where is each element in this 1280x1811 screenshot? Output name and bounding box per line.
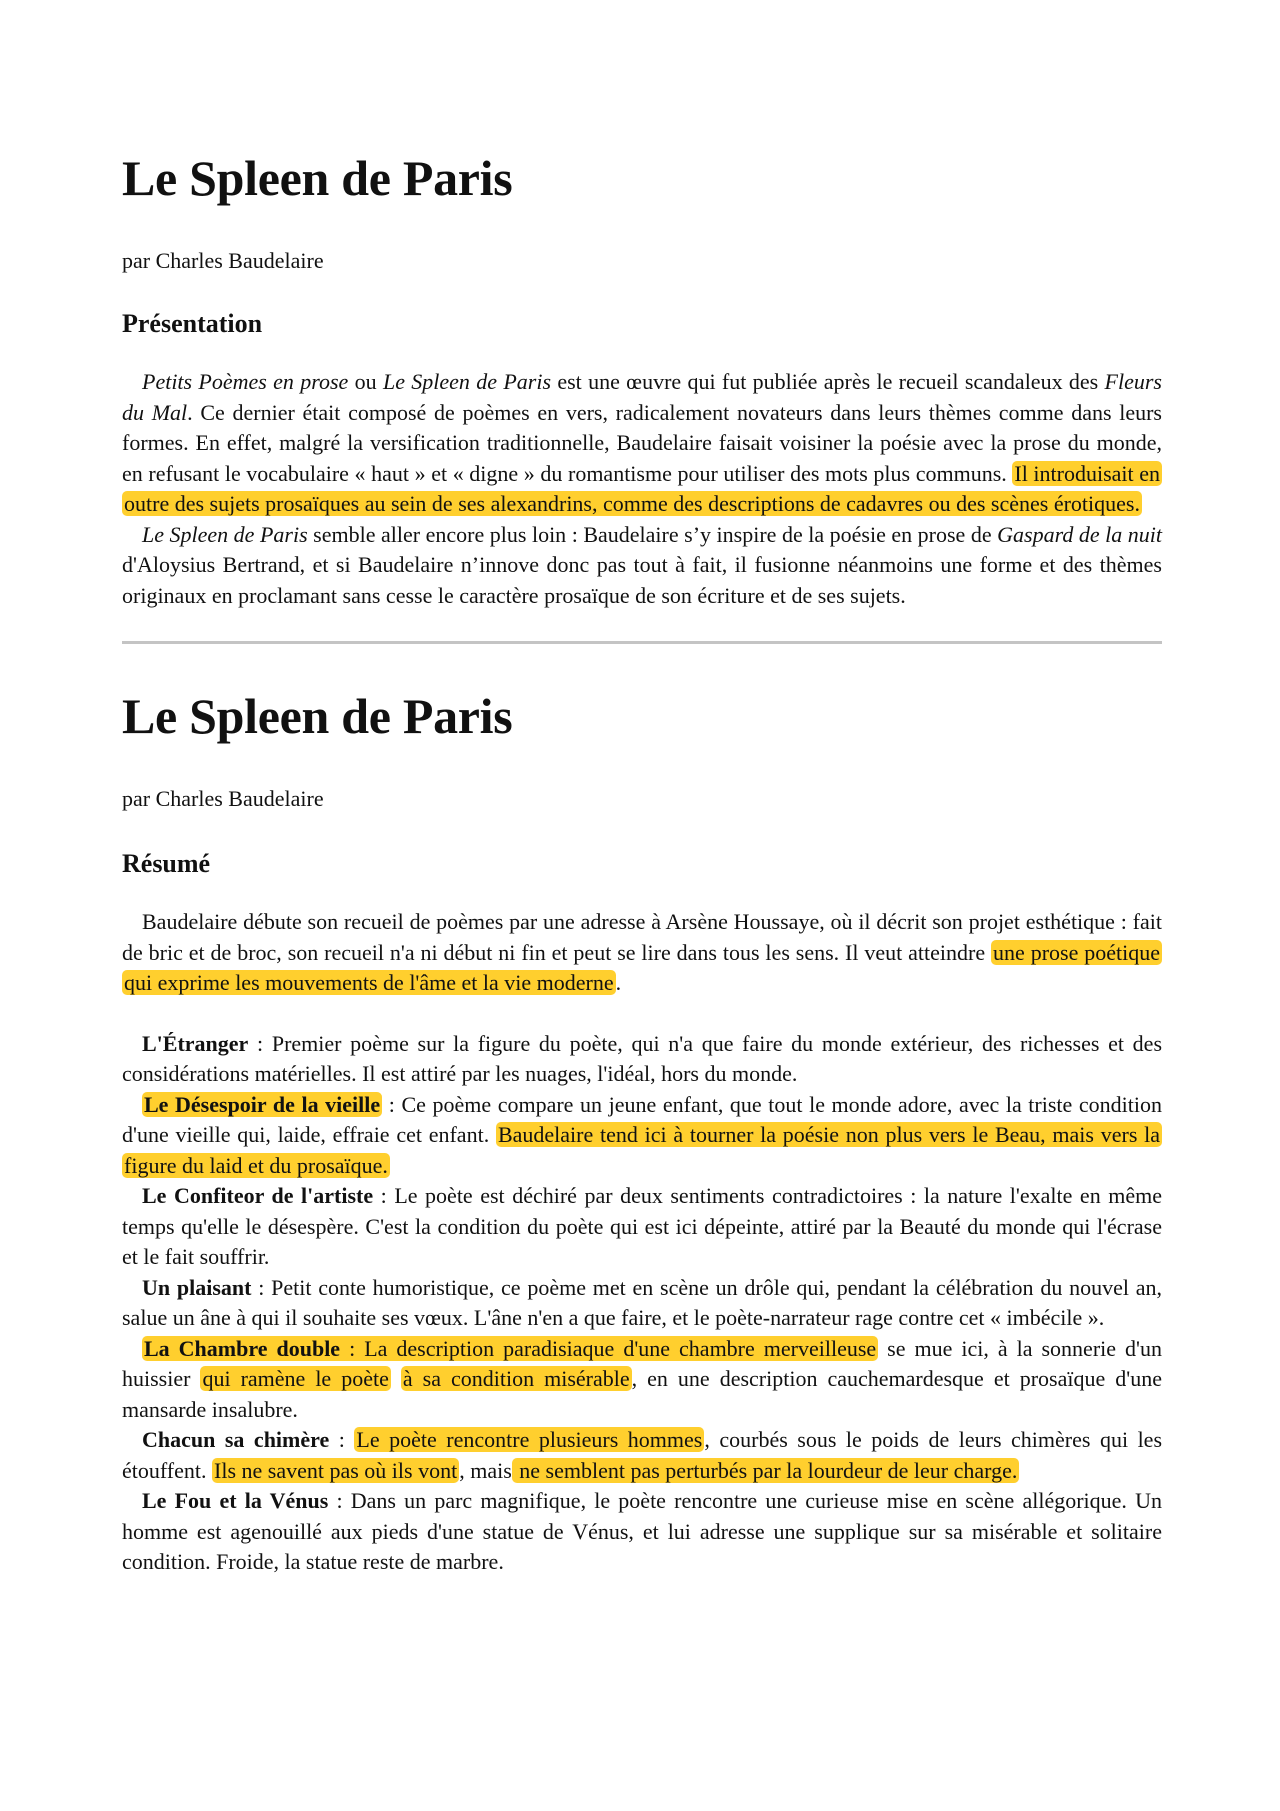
highlight: Le poète rencontre plusieurs hommes (356, 1427, 703, 1453)
resume-body (122, 907, 1162, 1578)
paragraph-intro: Baudelaire débute son recueil de poèmes par une adresse à Arsène Houssaye, où il décrit son projet esthétique : fait de bric et de broc, son recueil n'a ni début ni fin et peut se lire dans tous les sens. Il veut atteindre une prose poétique qui exprime les mouvements de l'âme et la vie moderne. (122, 909, 1162, 996)
document-page (122, 0, 1162, 1578)
italic-title: Gaspard de la nuit (997, 521, 1162, 547)
highlight: Ils ne savent pas où ils vont (214, 1457, 458, 1483)
highlight: La Chambre double : La description paradisiaque d'une chambre merveilleuse (144, 1335, 877, 1361)
italic-title: Petits Poèmes en prose (142, 369, 349, 395)
poem-title: La Chambre double (144, 1335, 341, 1361)
italic-title: Fleurs du Mal (122, 369, 1162, 425)
section-heading-presentation: Présentation (122, 308, 263, 338)
poem-title: Le Confiteor de l'artiste (142, 1183, 374, 1209)
section-divider (122, 641, 1162, 644)
section-heading-resume: Résumé (122, 848, 211, 878)
section-presentation (122, 150, 1162, 611)
poem-title: Le Fou et la Vénus (142, 1488, 329, 1514)
poem-entry-plaisant: Un plaisant : Petit conte humoristique, ce poème met en scène un drôle qui, pendant la célébration du nouvel an, salue un âne à qui il souhaite ses vœux. L'âne n'en a que faire, et le poète-narrateur rage contre cet « imbécile ». (122, 1274, 1162, 1331)
paragraph-presentation-2: Le Spleen de Paris semble aller encore plus loin : Baudelaire s’y inspire de la poésie en prose de Gaspard de la nuit d'Aloysius Bertrand, et si Baudelaire n’innove donc pas tout à fait, il fusionne néanmoins une forme et des thèmes originaux en proclamant sans cesse le caractère prosaïque de son écriture et de ses sujets. (122, 521, 1162, 608)
section-resume (122, 688, 1162, 1578)
italic-title: Le Spleen de Paris (142, 521, 308, 547)
poem-entry-fou-venus: Le Fou et la Vénus : Dans un parc magnifique, le poète rencontre une curieuse mise en scène allégorique. Un homme est agenouillé aux pieds d'une statue de Vénus, et lui adresse une supplique sur sa misérable et solitaire condition. Froide, la statue reste de marbre. (122, 1488, 1162, 1575)
page-title: Le Spleen de Paris (122, 688, 513, 745)
poem-entry-desespoir: Le Désespoir de la vieille : Ce poème compare un jeune enfant, que tout le monde adore, avec la triste condition d'une vieille qui, laide, effraie cet enfant. Baudelaire tend ici à tourner la poésie non plus vers le Beau, mais vers la figure du laid et du prosaïque. (122, 1091, 1162, 1178)
highlight: une prose poétique qui exprime les mouvements de l'âme et la vie moderne (124, 939, 1160, 996)
poem-entry-etranger: L'Étranger : Premier poème sur la figure du poète, qui n'a que faire du monde extérieur, des richesses et des considérations matérielles. Il est attiré par les nuages, l'idéal, hors du monde. (122, 1030, 1162, 1087)
poem-entry-chimere: Chacun sa chimère : Le poète rencontre plusieurs hommes, courbés sous le poids de leurs chimères qui les étouffent. Ils ne savent pas où ils vont, mais ne semblent pas perturbés par la lourdeur de leur charge. (122, 1427, 1163, 1483)
highlight: Il introduisait en outre des sujets prosaïques au sein de ses alexandrins, comme des descriptions de cadavres ou des scènes érotiques. (124, 460, 1161, 517)
paragraph-presentation-1: Petits Poèmes en prose ou Le Spleen de Paris est une œuvre qui fut publiée après le recueil scandaleux des Fleurs du Mal. Ce dernier était composé de poèmes en vers, radicalement novateurs dans leurs thèmes comme dans leurs formes. En effet, malgré la versification traditionnelle, Baudelaire faisait voisiner la poésie avec la prose du monde, en refusant le vocabulaire « haut » et « digne » du romantisme pour utiliser des mots plus communs. Il introduisait en outre des sujets prosaïques au sein de ses alexandrins, comme des descriptions de cadavres ou des scènes érotiques. (122, 369, 1162, 517)
poem-title: L'Étranger (142, 1030, 249, 1056)
highlight: ne semblent pas perturbés par la lourdeur de leur charge. (513, 1457, 1018, 1483)
page-title: Le Spleen de Paris (122, 150, 513, 206)
author-byline: par Charles Baudelaire (122, 785, 324, 811)
italic-title: Le Spleen de Paris (382, 369, 552, 395)
author-byline: par Charles Baudelaire (122, 247, 324, 273)
poem-title: Chacun sa chimère (142, 1427, 330, 1453)
highlight: qui ramène le poète (202, 1366, 389, 1392)
poem-title: Un plaisant (142, 1274, 252, 1300)
poem-title-highlighted: Le Désespoir de la vieille (144, 1091, 381, 1117)
poem-entry-confiteor: Le Confiteor de l'artiste : Le poète est déchiré par deux sentiments contradictoires : la nature l'exalte en même temps qu'elle le désespère. C'est la condition du poète qui est ici dépeinte, attiré par la Beauté du monde qui l'écrase et le fait souffrir. (122, 1183, 1162, 1270)
paragraph-gap (122, 999, 1162, 1029)
highlight: à sa condition misérable (402, 1366, 630, 1392)
poem-entry-chambre: La Chambre double : La description paradisiaque d'une chambre merveilleuse se mue ici, à la sonnerie d'un huissier qui ramène le poète à sa condition misérable, en une description cauchemardesque et prosaïque d'une mansarde insalubre. (122, 1335, 1162, 1422)
highlight: Baudelaire tend ici à tourner la poésie non plus vers le Beau, mais vers la figure du laid et du prosaïque. (124, 1122, 1161, 1178)
presentation-body (122, 367, 1162, 611)
